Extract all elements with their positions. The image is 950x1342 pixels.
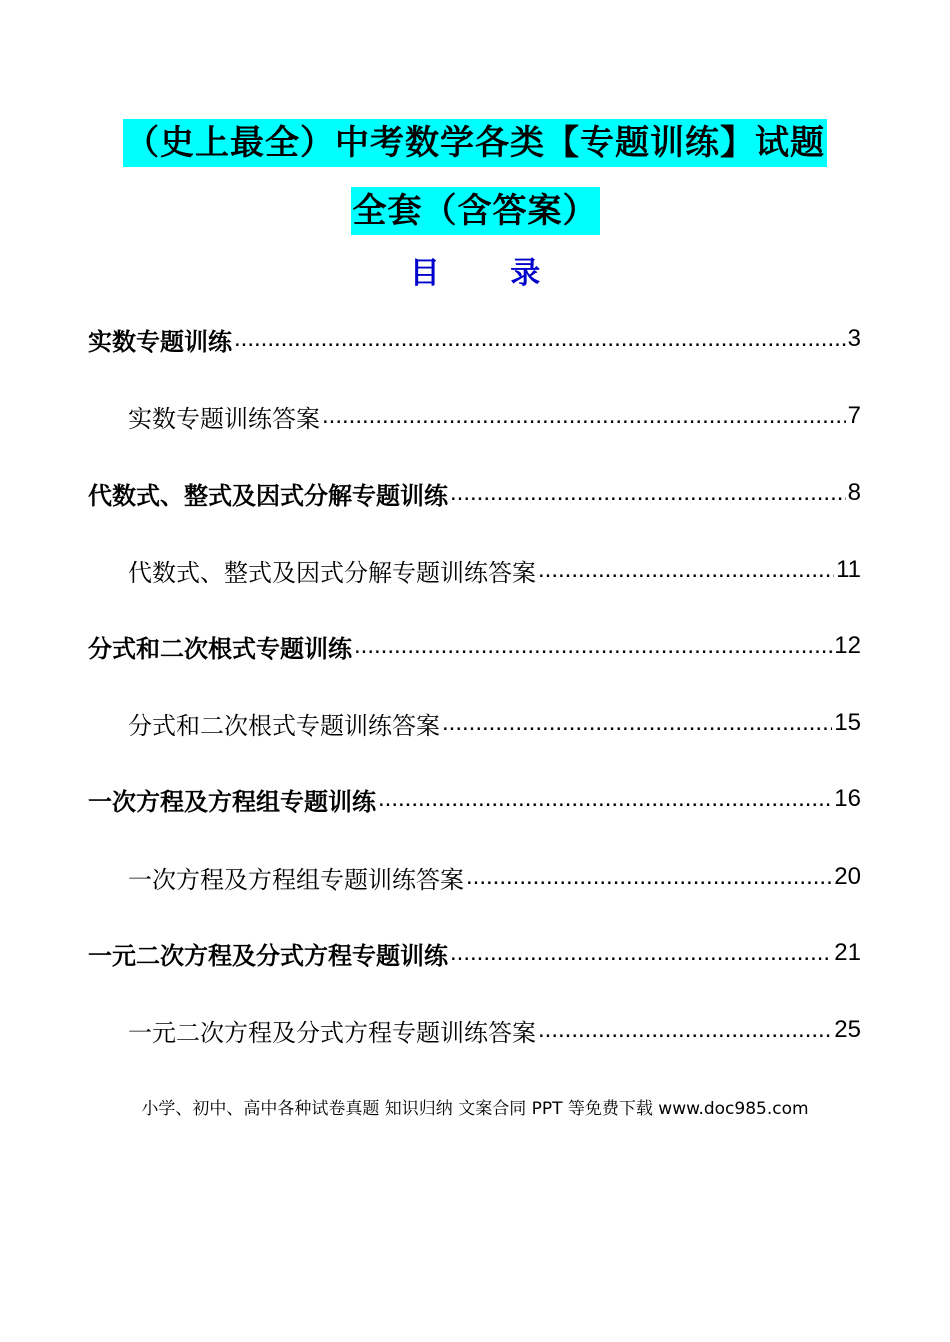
toc-entry[interactable]: [88, 317, 861, 361]
document-title-line-2: 全套（含答案）: [351, 187, 600, 235]
toc-leader-dots: [466, 863, 832, 891]
title-line-1: [0, 119, 950, 167]
footer-text: 小学、初中、高中各种试卷真题 知识归纳 文案合同 PPT 等免费下载 www.doc985.com: [141, 1099, 809, 1119]
toc-leader-dots: [442, 709, 832, 737]
toc-entry[interactable]: [128, 855, 861, 899]
toc-entry[interactable]: [88, 471, 861, 515]
toc-leader-dots: [450, 939, 832, 967]
toc-entry-page: 16: [834, 785, 861, 812]
toc-entry-page: 21: [834, 939, 861, 966]
toc-entry-label: 代数式、整式及因式分解专题训练: [88, 481, 448, 510]
toc-entry-label: 实数专题训练: [88, 327, 232, 356]
toc-entry-label: 实数专题训练答案: [128, 404, 320, 433]
title-line-2: [0, 187, 950, 235]
toc-leader-dots: [538, 1016, 832, 1044]
toc-entry[interactable]: [128, 1008, 861, 1052]
toc-entry-label: 一元二次方程及分式方程专题训练答案: [128, 1018, 536, 1047]
toc-entry-page: 8: [847, 479, 861, 506]
toc-entry[interactable]: [128, 701, 861, 745]
toc-entry-label: 分式和二次根式专题训练: [88, 634, 352, 663]
toc-leader-dots: [450, 479, 846, 507]
toc-entry-page: 7: [847, 402, 861, 429]
toc-entry[interactable]: [88, 624, 861, 668]
toc-leader-dots: [538, 556, 834, 584]
toc-entry-page: 20: [834, 863, 861, 890]
toc-leader-dots: [234, 325, 846, 353]
toc-entry-label: 分式和二次根式专题训练答案: [128, 711, 440, 740]
toc-entry[interactable]: [88, 931, 861, 975]
toc-entry-label: 一元二次方程及分式方程专题训练: [88, 941, 448, 970]
toc-entry[interactable]: [88, 777, 861, 821]
toc-entry-label: 代数式、整式及因式分解专题训练答案: [128, 558, 536, 587]
toc-entry-page: 11: [836, 556, 861, 583]
document-title-line-1: （史上最全）中考数学各类【专题训练】试题: [123, 119, 827, 167]
toc-heading: 目 录: [409, 256, 571, 291]
toc-entry-page: 15: [834, 709, 861, 736]
toc-entry-page: 25: [834, 1016, 861, 1043]
toc-entry-page: 12: [834, 632, 861, 659]
toc-leader-dots: [378, 785, 832, 813]
toc-leader-dots: [354, 632, 832, 660]
toc-entry-page: 3: [847, 325, 861, 352]
toc-entry-label: 一次方程及方程组专题训练答案: [128, 865, 464, 894]
toc-entry[interactable]: [128, 394, 861, 438]
toc-entry-label: 一次方程及方程组专题训练: [88, 787, 376, 816]
toc-leader-dots: [322, 402, 846, 430]
toc-entry[interactable]: [128, 548, 861, 592]
